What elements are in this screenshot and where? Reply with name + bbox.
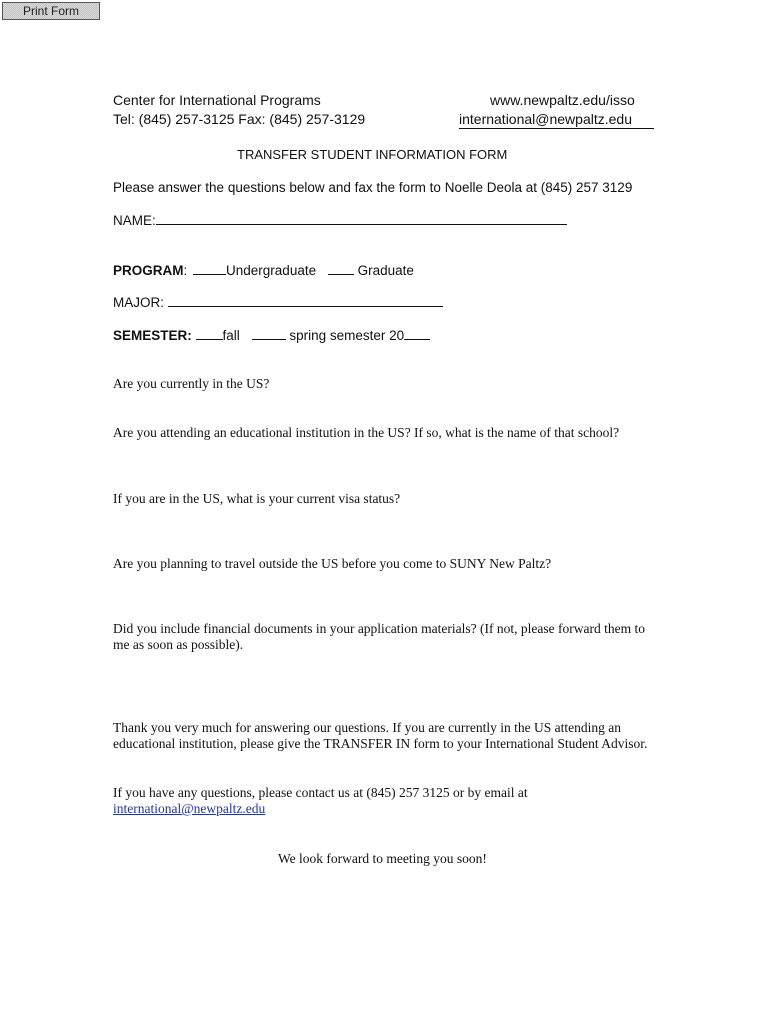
header-email-link[interactable]: international@newpaltz.edu (459, 111, 654, 129)
program-label: PROGRAM (113, 263, 184, 278)
major-input-line[interactable] (168, 294, 443, 307)
contact-text: If you have any questions, please contact us at (845) 257 3125 or by email at (113, 785, 528, 800)
contact-email-link[interactable]: international@newpaltz.edu (113, 801, 266, 816)
program-colon: : (183, 263, 188, 278)
question-in-us: Are you currently in the US? (113, 376, 270, 391)
question-attending-institution: Are you attending an educational institution in the US? If so, what is the name of that school? (113, 425, 620, 440)
fall-blank[interactable] (196, 327, 223, 340)
question-financial-documents: Did you include financial documents in your application materials? (If not, please forward them to me as soon as possible). (113, 621, 645, 652)
semester-year-label: semester 20 (329, 328, 405, 343)
phone-fax: Tel: (845) 257-3125 Fax: (845) 257-3129 (113, 111, 366, 127)
graduate-blank[interactable] (328, 262, 354, 275)
semester-year-blank[interactable] (404, 327, 430, 340)
major-label: MAJOR: (113, 295, 165, 310)
semester-label: SEMESTER: (113, 328, 192, 343)
question-visa-status: If you are in the US, what is your current visa status? (113, 491, 401, 506)
semester-row (113, 327, 430, 343)
undergraduate-blank[interactable] (193, 262, 226, 275)
question-travel: Are you planning to travel outside the US before you come to SUNY New Paltz? (113, 556, 552, 571)
spring-blank[interactable] (252, 327, 286, 340)
major-row (113, 294, 443, 310)
name-label: NAME: (113, 213, 156, 228)
form-title: TRANSFER STUDENT INFORMATION FORM (237, 147, 508, 162)
spring-option: spring (289, 328, 327, 343)
program-row (113, 262, 414, 278)
thank-you-paragraph: Thank you very much for answering our questions. If you are currently in the US attending an educational institution, please give the TRANSFER IN form to your International Student Advisor. (113, 720, 648, 751)
org-name: Center for International Programs (113, 92, 321, 108)
name-row (113, 212, 567, 228)
farewell-text: We look forward to meeting you soon! (278, 851, 487, 866)
name-input-line[interactable] (156, 212, 567, 225)
website-link[interactable]: www.newpaltz.edu/isso (490, 92, 635, 108)
print-form-button[interactable]: Print Form (2, 2, 100, 20)
undergraduate-option: Undergraduate (226, 263, 317, 278)
instructions: Please answer the questions below and fax the form to Noelle Deola at (845) 257 3129 (113, 180, 633, 195)
graduate-option: Graduate (357, 263, 414, 278)
fall-option: fall (222, 328, 240, 343)
